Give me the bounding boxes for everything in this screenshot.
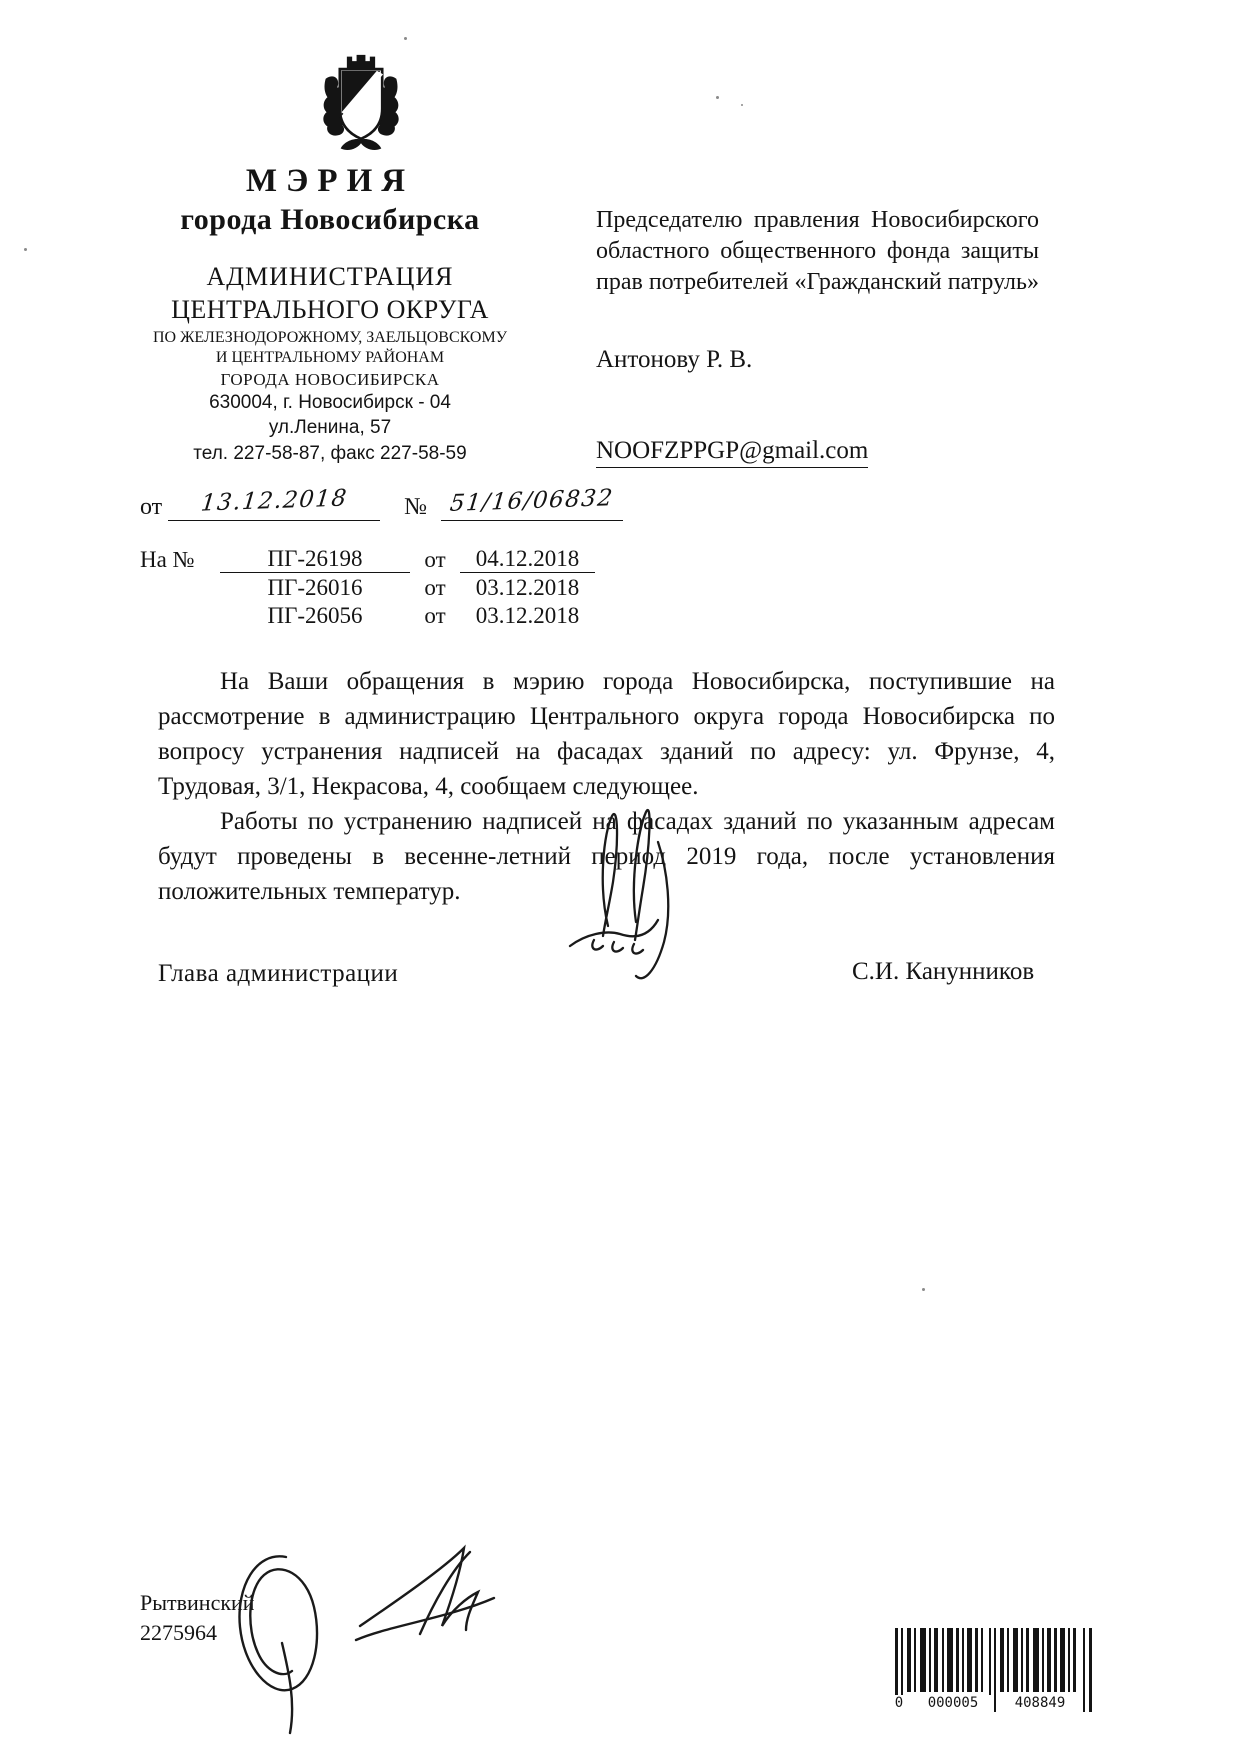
outgoing-number-blank [441, 485, 623, 521]
admin-name-line2: ЦЕНТРАЛЬНОГО ОКРУГА [171, 295, 489, 324]
phone-fax-line: тел. 227-58-87, факс 227-58-59 [193, 443, 467, 464]
registration-barcode [893, 1628, 1099, 1712]
outgoing-reference-line [140, 485, 623, 521]
incoming-ot-label: от [424, 547, 446, 572]
districts-line1: ПО ЖЕЛЕЗНОДОРОЖНОМУ, ЗАЕЛЬЦОВСКОМУ [152, 329, 508, 346]
body-paragraph-2: Работы по устранению надписей на фасадах зданий по указанным адресам будут проведены в весенне-летний период 2019 года, после установления положительных температур. [158, 808, 1055, 905]
secondary-visa-signature [348, 1540, 528, 1665]
incoming-number: ПГ-26056 [267, 603, 363, 628]
incoming-reference-row [140, 573, 595, 601]
scan-speck [404, 37, 407, 40]
signer-name: С.И. Канунников [852, 958, 1035, 985]
incoming-number: ПГ-26016 [267, 575, 363, 600]
head-signature [550, 800, 720, 990]
scan-speck [741, 104, 743, 106]
incoming-references [140, 545, 595, 629]
incoming-reference-row [140, 601, 595, 629]
incoming-date: 03.12.2018 [475, 575, 580, 600]
scan-speck [716, 96, 719, 99]
executor-phone: 2275964 [140, 1620, 217, 1645]
scan-speck [24, 248, 27, 251]
admin-name-line1: АДМИНИСТРАЦИЯ [206, 262, 454, 291]
incoming-ot-label: от [424, 575, 446, 600]
districts-line3: ГОРОДА НОВОСИБИРСКА [220, 370, 440, 389]
from-label: от [140, 494, 163, 520]
executor-name: Рытвинский [140, 1590, 255, 1615]
postal-address-line1: 630004, г. Новосибирск - 04 [209, 392, 451, 413]
incoming-ot-label: от [424, 603, 446, 628]
recipient-organization: Председателю правления Новосибирского областного общественного фонда защиты прав потребителей «Гражданский патруль» [596, 207, 1039, 295]
districts-line2: И ЦЕНТРАЛЬНОМУ РАЙОНАМ [215, 349, 445, 366]
scan-speck [922, 1288, 925, 1291]
barcode-digits-group2: 408849 [1001, 1695, 1079, 1712]
incoming-reference-row [140, 545, 595, 573]
incoming-date: 04.12.2018 [460, 546, 595, 573]
postal-address-line2: ул.Ленина, 57 [268, 417, 392, 438]
number-label: № [404, 494, 428, 520]
novosibirsk-coat-of-arms [303, 54, 419, 160]
recipient-email: NOOFZPPGP@gmail.com [596, 437, 868, 468]
signer-position: Глава администрации [158, 960, 399, 987]
barcode-digit-left: 0 [894, 1695, 904, 1711]
org-name-line1: МЭРИЯ [245, 163, 415, 199]
body-paragraph-1: На Ваши обращения в мэрию города Новосибирска, поступившие на рассмотрение в администрацию Центрального округа города Новосибирска по вопросу устранения надписей на фасадах зданий по адресу: ул. Фрунзе, 4, Трудовая, 3/1, Некрасова, 4, сообщаем следующее. [158, 668, 1055, 800]
org-name-line2: города Новосибирска [180, 203, 480, 236]
executor-visa-signature [224, 1545, 349, 1740]
incoming-date: 03.12.2018 [475, 603, 580, 628]
outgoing-date-blank [168, 485, 380, 521]
outgoing-date-handwritten: 13.12.2018 [199, 485, 349, 517]
outgoing-number-handwritten: 51/16/06832 [448, 485, 616, 517]
barcode-digits-group1: 000005 [915, 1695, 991, 1712]
in-reply-label: На № [140, 547, 195, 572]
recipient-name: Антонову Р. В. [596, 346, 753, 373]
incoming-number: ПГ-26198 [220, 546, 410, 573]
